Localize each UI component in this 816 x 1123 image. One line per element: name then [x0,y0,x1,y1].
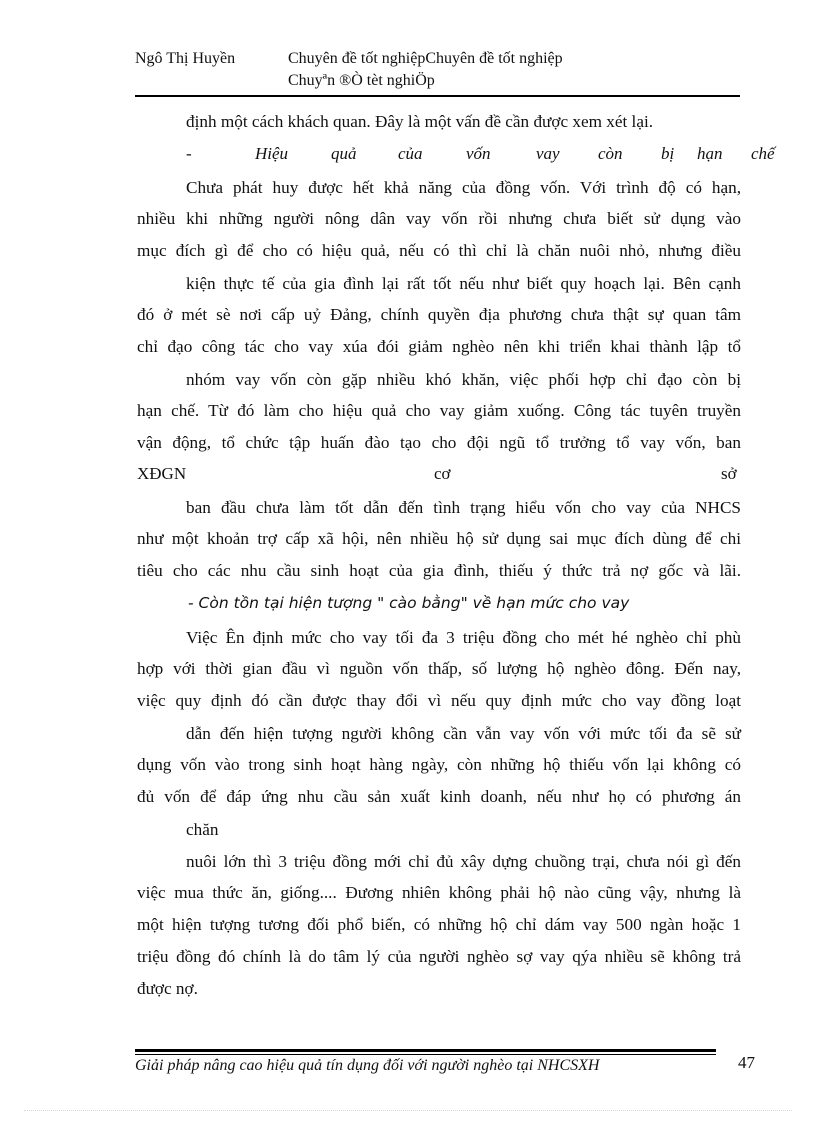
italic-word: hạn [697,144,723,163]
body-line: đủ vốn để đáp ứng nhu cầu sản xuất kinh doanh, nếu như họ có phương án [137,787,741,806]
italic-word: bị [661,144,675,163]
body-line: chăn [186,820,219,839]
italic-dash: - [186,144,192,163]
body-line: dụng vốn vào trong sinh hoạt hàng ngày, còn những hộ thiếu vốn lại không có [137,755,741,774]
header-title: Chuyên đề tốt nghiệpChuyên đề tốt nghiệp [288,50,563,67]
body-line: được nợ. [137,979,198,998]
body-line: một hiện tượng tương đối phổ biến, có những hộ chỉ dám vay 500 ngàn hoặc 1 [137,915,741,934]
italic-word: chế [751,144,775,163]
body-line: chỉ đạo công tác cho vay xúa đói giảm nghèo nên khi triển khai thành lập tổ [137,337,741,356]
body-line: Việc Ên định mức cho vay tối đa 3 triệu đồng cho mét hé nghèo chỉ phù [186,628,741,647]
italic-word: quả [331,144,357,163]
body-word: sở [721,464,737,483]
body-word: XĐGN [137,464,187,483]
italic-word: vay [536,144,560,163]
page-bottom-dotted-border [24,1110,792,1111]
body-line: như một khoản trợ cấp xã hội, nên nhiều hộ sử dụng sai mục đích dùng để chi [137,529,741,548]
page-number: 47 [738,1053,755,1072]
section-heading: - Còn tồn tại hiện tượng " cào bằng" về hạn mức cho vay [188,594,630,612]
body-line: triệu đồng đó chính là do tâm lý của người nghèo sợ vay qýa nhiều sẽ không trả [137,947,741,966]
body-line: dẫn đến hiện tượng người không cần vẫn vay vốn với mức tối đa sẽ sử [186,724,741,743]
body-line: kiện thực tế của gia đình lại rất tốt nếu như biết quy hoạch lại. Bên cạnh [186,274,741,293]
header-title-garbled: Chuyªn ®Ò tèt nghiÖp [288,72,435,89]
body-line: đó ở mét sè nơi cấp uỷ Đảng, chính quyền địa phương chưa thật sự quan tâm [137,305,741,324]
italic-word: vốn [466,144,491,163]
body-line: việc quy định đó cần được thay đổi vì nếu quy định mức cho vay đồng loạt [137,691,741,710]
header-rule [135,95,740,97]
italic-word: còn [598,144,623,163]
body-line: hợp với thời gian đầu vì nguồn vốn thấp, số lượng hộ nghèo đông. Đến nay, [137,659,741,678]
footer-rule-thin [135,1054,716,1055]
body-line: định một cách khách quan. Đây là một vấn đề cần được xem xét lại. [186,112,654,131]
body-line: nhóm vay vốn còn gặp nhiều khó khăn, việc phối hợp chỉ đạo còn bị [186,370,741,389]
body-line: Chưa phát huy được hết khả năng của đồng vốn. Với trình độ có hạn, [186,178,741,197]
italic-word: Hiệu [255,144,289,163]
body-line: mục đích gì để cho có hiệu quả, nếu có thì chỉ là chăn nuôi nhỏ, nhưng điều [137,241,741,260]
body-word: cơ [434,464,451,483]
header-author: Ngô Thị Huyền [135,50,236,67]
body-line: vận động, tổ chức tập huấn đào tạo cho đội ngũ tổ trưởng tổ vay vốn, ban [137,433,741,452]
italic-word: của [398,144,423,163]
body-line: ban đầu chưa làm tốt dẫn đến tình trạng hiểu vốn cho vay của NHCS [186,498,741,517]
body-line: hạn chế. Từ đó làm cho hiệu quả cho vay giảm xuống. Công tác tuyên truyền [137,401,741,420]
body-line: nuôi lớn thì 3 triệu đồng mới chỉ đủ xây dựng chuồng trại, chưa nói gì đến [186,852,741,871]
footer-rule-thick [135,1049,716,1052]
body-line: nhiều khi những người nông dân vay vốn rồi nhưng chưa biết sử dụng vào [137,209,741,228]
footer-title: Giải pháp nâng cao hiệu quả tín dụng đối với người nghèo tại NHCSXH [135,1057,600,1074]
body-line: tiêu cho các nhu cầu sinh hoạt của gia đình, thiếu ý thức trả nợ gốc và lãi. [137,561,741,580]
body-line: việc mua thức ăn, giống.... Đương nhiên không phải hộ nào cũng vậy, nhưng là [137,883,741,902]
